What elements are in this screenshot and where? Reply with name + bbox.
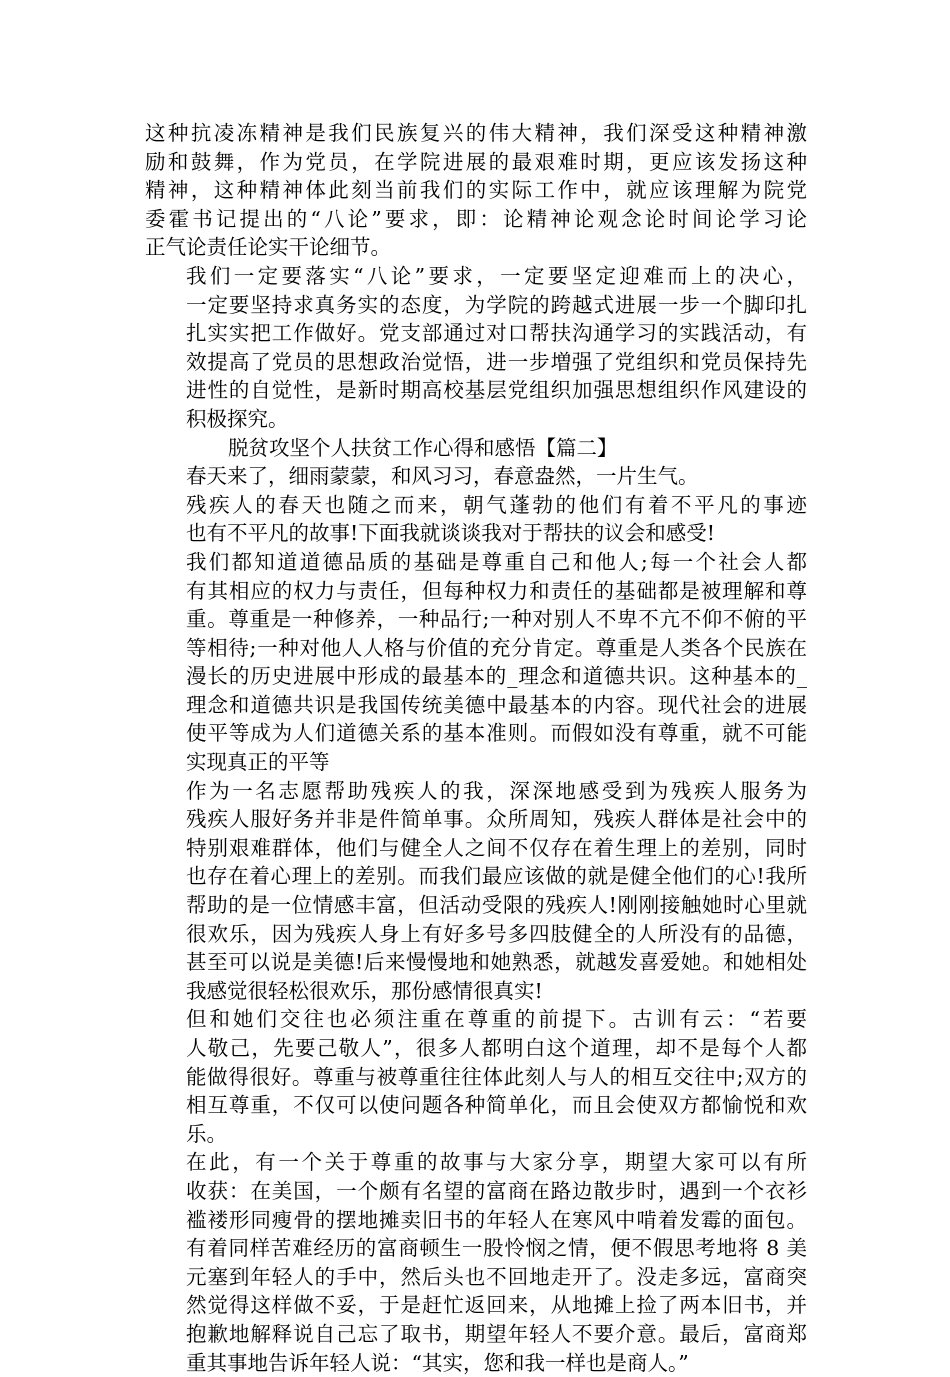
body-paragraph: [145, 1005, 807, 1148]
text-line: 进性的自觉性，是新时期高校基层党组织加强思想组织作风建设的: [186, 378, 807, 403]
text-line: 很欢乐，因为残疾人身上有好多号多四肢健全的人所没有的品德，: [186, 921, 807, 946]
text-line: 等相待;一种对他人人格与价值的充分肯定。尊重是人类各个民族在: [186, 635, 807, 660]
body-paragraph: [145, 777, 807, 1006]
text-line: 然觉得这样做不妥，于是赶忙返回来，从地摊上捡了两本旧书，并: [186, 1293, 807, 1318]
text-line: 残疾人的春天也随之而来，朝气蓬勃的他们有着不平凡的事迹: [186, 492, 807, 517]
text-line: 我感觉很轻松很欢乐，那份感情很真实!: [186, 978, 543, 1003]
text-line: 有着同样苦难经历的富商顿生一股怜悯之情，便不假思考地将 8 美: [186, 1236, 807, 1261]
text-line: 褴褛形同瘦骨的摆地摊卖旧书的年轻人在寒风中啃着发霉的面包。: [186, 1207, 807, 1232]
text-line: 扎实实把工作做好。党支部通过对口帮扶沟通学习的实践活动，有: [186, 321, 807, 346]
text-line: 但和她们交往也必须注重在尊重的前提下。古训有云：“若要: [186, 1007, 807, 1032]
text-line: 漫长的历史进展中形成的最基本的_理念和道德共识。这种基本的_: [186, 664, 807, 689]
text-line: 这种抗凌冻精神是我们民族复兴的伟大精神，我们深受这种精神激: [145, 121, 807, 145]
text-line: 抱歉地解释说自己忘了取书，期望年轻人不要介意。最后，富商郑: [186, 1321, 807, 1346]
text-line: 残疾人服好务并非是件简单事。众所周知，残疾人群体是社会中的: [186, 807, 807, 832]
text-line: 精神，这种精神体此刻当前我们的实际工作中，就应该理解为院党: [145, 178, 807, 203]
text-line: 一定要坚持求真务实的态度，为学院的跨越式进展一步一个脚印扎: [186, 292, 807, 317]
text-line: 人敬己，先要己敬人”，很多人都明白这个道理，却不是每个人都: [186, 1036, 807, 1060]
text-line: 能做得很好。尊重与被尊重往往体此刻人与人的相互交往中;双方的: [186, 1064, 807, 1089]
body-paragraph: [145, 1148, 807, 1377]
text-line: 收获：在美国，一个颇有名望的富商在路边散步时，遇到一个衣衫: [186, 1178, 807, 1203]
document-page: [145, 119, 807, 1377]
text-line: 也有不平凡的故事!下面我就谈谈我对于帮扶的议会和感受!: [186, 521, 715, 546]
body-paragraph: [145, 548, 807, 777]
text-line: 帮助的是一位情感丰富，但活动受限的残疾人!刚刚接触她时心里就: [186, 893, 807, 918]
text-line: 在此，有一个关于尊重的故事与大家分享，期望大家可以有所: [186, 1150, 807, 1175]
text-line: 有其相应的权力与责任，但每种权力和责任的基础都是被理解和尊: [186, 578, 807, 603]
text-line: 春天来了，细雨蒙蒙，和风习习，春意盎然，一片生气。: [186, 464, 699, 489]
body-paragraph: [145, 262, 807, 434]
text-line: 使平等成为人们道德关系的基本准则。而假如没有尊重，就不可能: [186, 721, 807, 746]
text-line: 元塞到年轻人的手中，然后头也不回地走开了。没走多远，富商突: [186, 1264, 807, 1289]
text-line: 实现真正的平等: [186, 750, 330, 775]
text-line: 乐。: [186, 1121, 227, 1146]
text-line: 甚至可以说是美德!后来慢慢地和她熟悉，就越发喜爱她。和她相处: [186, 950, 807, 975]
text-line: 我们一定要落实“八论”要求，一定要坚定迎难而上的决心，: [186, 263, 807, 288]
section-heading: [145, 434, 807, 463]
text-line: 也存在着心理上的差别。而我们最应该做的就是健全他们的心!我所: [186, 864, 807, 889]
text-line: 正气论责任论实干论细节。: [145, 235, 391, 260]
text-line: 重其事地告诉年轻人说：“其实，您和我一样也是商人。”: [186, 1350, 689, 1375]
body-paragraph: [145, 462, 807, 491]
body-paragraph: [145, 491, 807, 548]
text-line: 励和鼓舞，作为党员，在学院进展的最艰难时期，更应该发扬这种: [145, 149, 807, 174]
text-line: 积极探究。: [186, 406, 289, 431]
text-line: 委霍书记提出的“八论”要求，即：论精神论观念论时间论学习论: [145, 206, 807, 231]
text-line: 脱贫攻坚个人扶贫工作心得和感悟【篇二】: [228, 435, 618, 460]
text-line: 理念和道德共识是我国传统美德中最基本的内容。现代社会的进展: [186, 692, 807, 717]
body-paragraph: [145, 119, 807, 262]
text-line: 重。尊重是一种修养，一种品行;一种对别人不卑不亢不仰不俯的平: [186, 607, 807, 632]
text-line: 我们都知道道德品质的基础是尊重自己和他人;每一个社会人都: [186, 549, 807, 574]
text-line: 相互尊重，不仅可以使问题各种简单化，而且会使双方都愉悦和欢: [186, 1093, 807, 1118]
text-line: 特别艰难群体，他们与健全人之间不仅存在着生理上的差别，同时: [186, 835, 807, 860]
text-line: 效提高了党员的思想政治觉悟，进一步増强了党组织和党员保持先: [186, 349, 807, 374]
text-line: 作为一名志愿帮助残疾人的我，深深地感受到为残疾人服务为: [186, 778, 807, 803]
